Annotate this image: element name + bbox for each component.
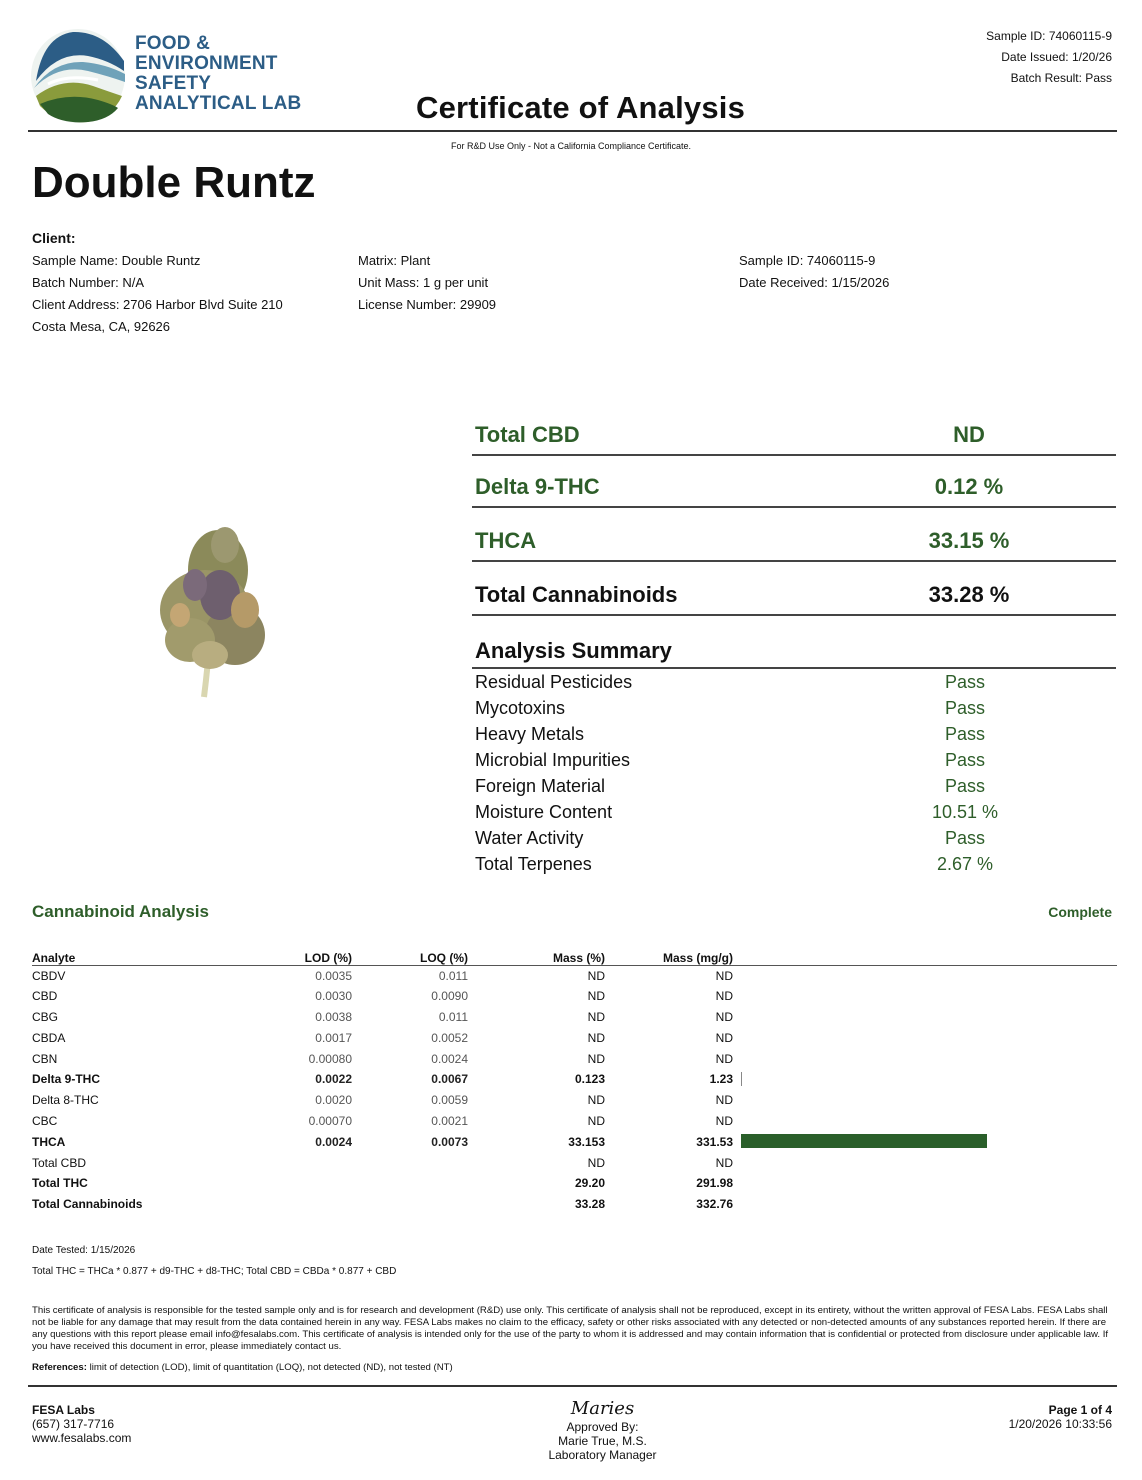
footer-page-block (1009, 1403, 1112, 1431)
lod-cell: 0.0022 (315, 1072, 352, 1087)
mass-bar (741, 1072, 742, 1086)
bar-cell (733, 1194, 1117, 1215)
analyte-cell: Total Cannabinoids (32, 1197, 143, 1212)
mass-pct-cell: ND (587, 1009, 605, 1024)
table-row (32, 1111, 1117, 1132)
references-label: References: (32, 1362, 87, 1373)
summary-row (475, 672, 1035, 698)
logo-line-2: ENVIRONMENT (135, 53, 278, 74)
table-row (32, 1007, 1117, 1028)
date-received: Date Received: 1/15/2026 (739, 275, 890, 290)
summary-value: Pass (944, 776, 986, 796)
loq-cell: 0.0090 (431, 989, 468, 1004)
sample-info-col-3 (739, 250, 889, 294)
lab-logo (28, 26, 308, 126)
summary-row (475, 828, 1035, 854)
logo-line-4: ANALYTICAL LAB (135, 93, 302, 114)
bar-cell (733, 1007, 1117, 1028)
approved-by-label: Approved By: (566, 1420, 639, 1434)
lod-cell: 0.0024 (315, 1134, 352, 1149)
legal-disclaimer: This certificate of analysis is responsible for the tested sample only and is for research and development (R&D) use only. This certificate of analysis shall not be reproduced, except in its entirety, without the written approval of FESA Labs. FESA Labs shall not be liable for any damage that may result from the data contained herein in any way. FESA Labs makes no claim to the efficacy, safety or other risks associated with any detected or non-detected amounts of any substances reported herein. If there are any questions with this report please email info@fesalabs.com. This certificate of analysis is intended only for the use of the party to whom it is addressed and may contain information that is confidential or protected from disclosure under applicable law. If you have received this document in error, please immediately contact us. (32, 1305, 1109, 1352)
mass-bar (741, 1134, 987, 1148)
lod-cell: 0.0030 (315, 989, 352, 1004)
footer-company: FESA Labs (32, 1403, 95, 1417)
analyte-cell: Delta 9-THC (32, 1072, 101, 1087)
header-batch-result: Batch Result: Pass (1010, 71, 1112, 85)
client-label: Client: (32, 230, 76, 246)
batch-number: Batch Number: N/A (32, 275, 144, 290)
loq-cell: 0.0059 (431, 1093, 468, 1108)
summary-value: Pass (944, 750, 986, 770)
mass-mg-cell: 1.23 (709, 1072, 733, 1087)
bar-cell (733, 1090, 1117, 1111)
mass-pct-cell: 29.20 (574, 1176, 605, 1191)
analyte-cell: CBDA (32, 1030, 66, 1045)
mass-pct-cell: 0.123 (574, 1072, 605, 1087)
loq-cell: 0.0021 (431, 1113, 468, 1128)
footer-website: www.fesalabs.com (32, 1431, 132, 1445)
header-divider (28, 130, 1117, 132)
mass-pct-cell: 33.153 (568, 1134, 605, 1149)
analyte-cell: CBN (32, 1051, 58, 1066)
sample-info-col-1 (32, 250, 283, 338)
footer-approval-block (500, 1398, 705, 1462)
mass-mg-cell: ND (715, 1051, 733, 1066)
summary-row (475, 802, 1035, 828)
table-row (32, 1090, 1117, 1111)
mass-pct-cell: ND (587, 989, 605, 1004)
client-city: Costa Mesa, CA, 92626 (32, 319, 171, 334)
references (32, 1362, 453, 1374)
bar-cell (733, 1173, 1117, 1194)
col-loq: LOQ (%) (352, 946, 468, 965)
loq-cell (352, 1152, 468, 1173)
table-row (32, 1069, 1117, 1090)
col-bar (733, 946, 1117, 965)
potency-row-total-cannabinoids (472, 564, 1116, 616)
sample-id: Sample ID: 74060115-9 (739, 253, 876, 268)
analyte-cell: Delta 8-THC (32, 1093, 99, 1108)
col-mass-mg: Mass (mg/g) (605, 946, 733, 965)
table-row (32, 986, 1117, 1007)
summary-label: Foreign Material (475, 776, 606, 796)
cannabis-bud-image (150, 515, 280, 705)
potency-row-thca (472, 510, 1116, 562)
analyte-cell: THCA (32, 1134, 66, 1149)
license-number: License Number: 29909 (358, 297, 497, 312)
lod-cell: 0.00070 (308, 1113, 352, 1128)
summary-row (475, 776, 1035, 802)
summary-row (475, 698, 1035, 724)
cannabinoid-table (32, 946, 1117, 1215)
cannabinoid-analysis-title: Cannabinoid Analysis (32, 902, 209, 921)
loq-cell (352, 1194, 468, 1215)
summary-label: Water Activity (475, 828, 584, 848)
loq-cell: 0.0024 (431, 1051, 468, 1066)
footer-company-block (32, 1403, 131, 1445)
mass-mg-cell: ND (715, 968, 733, 983)
mass-pct-cell: ND (587, 1113, 605, 1128)
signature: Maries (570, 1398, 635, 1419)
mass-mg-cell: ND (715, 1113, 733, 1128)
mass-mg-cell: 332.76 (696, 1197, 733, 1212)
summary-row (475, 854, 1035, 880)
loq-cell: 0.0052 (431, 1030, 468, 1045)
bar-cell (733, 1027, 1117, 1048)
potency-label: Total Cannabinoids (475, 582, 678, 607)
summary-label: Microbial Impurities (475, 750, 631, 770)
bar-cell (733, 965, 1117, 986)
mass-pct-cell: ND (587, 1155, 605, 1170)
table-row (32, 1131, 1117, 1152)
bar-cell (733, 1152, 1117, 1173)
mass-mg-cell: ND (715, 1009, 733, 1024)
header-sample-id: Sample ID: 74060115-9 (986, 29, 1112, 43)
mass-mg-cell: ND (715, 1030, 733, 1045)
loq-cell (352, 1173, 468, 1194)
lod-cell: 0.0017 (315, 1030, 352, 1045)
analyte-cell: Total CBD (32, 1155, 87, 1170)
analysis-summary-header (472, 636, 1116, 669)
mass-mg-cell: ND (715, 1155, 733, 1170)
mass-mg-cell: ND (715, 1093, 733, 1108)
summary-value: Pass (944, 828, 986, 848)
potency-value: 33.15 % (928, 528, 1010, 553)
loq-cell: 0.011 (438, 968, 468, 983)
footer-phone: (657) 317-7716 (32, 1417, 115, 1431)
total-formula: Total THC = THCa * 0.877 + d9-THC + d8-THC; Total CBD = CBDa * 0.877 + CBD (32, 1266, 397, 1277)
date-tested: Date Tested: 1/15/2026 (32, 1245, 136, 1256)
mass-mg-cell: 291.98 (696, 1176, 733, 1191)
bar-cell (733, 1131, 1117, 1152)
loq-cell: 0.011 (438, 1009, 468, 1024)
matrix: Matrix: Plant (358, 253, 431, 268)
page-number: Page 1 of 4 (1048, 1403, 1112, 1417)
analyte-cell: Total THC (32, 1176, 88, 1191)
analyte-cell: CBD (32, 989, 58, 1004)
summary-row (475, 724, 1035, 750)
summary-label: Residual Pesticides (475, 672, 633, 692)
loq-cell: 0.0073 (431, 1134, 468, 1149)
col-lod: LOD (%) (232, 946, 352, 965)
cannabinoid-status: Complete (1048, 904, 1112, 920)
logo-line-1: FOOD & (135, 33, 211, 54)
analyte-cell: CBC (32, 1113, 58, 1128)
lod-cell: 0.0020 (315, 1093, 352, 1108)
footer-divider (28, 1385, 1117, 1387)
table-row (32, 1173, 1117, 1194)
mass-pct-cell: ND (587, 968, 605, 983)
sample-name: Sample Name: Double Runtz (32, 253, 201, 268)
footer-timestamp: 1/20/2026 10:33:56 (1008, 1417, 1112, 1431)
summary-value: 2.67 % (936, 854, 994, 874)
sample-info-col-2 (358, 250, 496, 316)
loq-cell: 0.0067 (431, 1072, 468, 1087)
client-address: Client Address: 2706 Harbor Blvd Suite 210 (32, 297, 283, 312)
potency-label: Total CBD (475, 422, 580, 447)
col-analyte: Analyte (32, 946, 232, 965)
mass-pct-cell: ND (587, 1093, 605, 1108)
table-row (32, 1048, 1117, 1069)
lod-cell: 0.00080 (308, 1051, 352, 1066)
rnd-disclaimer: For R&D Use Only - Not a California Compliance Certificate. (450, 141, 692, 151)
summary-label: Heavy Metals (475, 724, 585, 744)
document-title: Certificate of Analysis (416, 90, 746, 125)
lod-cell: 0.0035 (315, 968, 352, 983)
potency-value: 33.28 % (928, 582, 1010, 607)
summary-label: Total Terpenes (475, 854, 592, 874)
potency-label: THCA (475, 528, 537, 553)
table-header-row (32, 946, 1117, 965)
bar-cell (733, 1048, 1117, 1069)
potency-value: 0.12 % (934, 474, 1004, 499)
bar-cell (733, 1069, 1117, 1090)
summary-label: Mycotoxins (475, 698, 566, 718)
summary-value: Pass (944, 724, 986, 744)
analysis-summary-title: Analysis Summary (475, 638, 672, 663)
summary-row (475, 750, 1035, 776)
logo-line-3: SAFETY (135, 73, 212, 94)
header-meta (986, 26, 1112, 89)
mass-pct-cell: ND (587, 1051, 605, 1066)
potency-label: Delta 9-THC (475, 474, 600, 499)
table-row (32, 1152, 1117, 1173)
potency-row-total-cbd (472, 404, 1116, 456)
table-row (32, 965, 1117, 986)
analyte-cell: CBG (32, 1009, 59, 1024)
col-mass-pct: Mass (%) (468, 946, 605, 965)
bar-cell (733, 1111, 1117, 1132)
lod-cell (232, 1152, 352, 1173)
table-row (32, 1194, 1117, 1215)
potency-value: ND (953, 422, 985, 447)
mass-pct-cell: ND (587, 1030, 605, 1045)
lod-cell: 0.0038 (315, 1009, 352, 1024)
summary-value: 10.51 % (931, 802, 999, 822)
summary-value: Pass (944, 698, 986, 718)
logo-emblem-icon (28, 26, 128, 126)
mass-mg-cell: ND (715, 989, 733, 1004)
references-text: limit of detection (LOD), limit of quantitation (LOQ), not detected (ND), not tested (NT) (89, 1362, 453, 1373)
table-row (32, 1027, 1117, 1048)
summary-label: Moisture Content (475, 802, 613, 822)
lod-cell (232, 1194, 352, 1215)
header-date-issued: Date Issued: 1/20/26 (1001, 50, 1112, 64)
summary-value: Pass (944, 672, 986, 692)
approver-name: Marie True, M.S. (558, 1434, 647, 1448)
analyte-cell: CBDV (32, 968, 66, 983)
bar-cell (733, 986, 1117, 1007)
product-name: Double Runtz (32, 158, 316, 207)
unit-mass: Unit Mass: 1 g per unit (358, 275, 489, 290)
mass-pct-cell: 33.28 (574, 1197, 605, 1212)
lod-cell (232, 1173, 352, 1194)
approver-title: Laboratory Manager (548, 1448, 657, 1462)
potency-row-delta9 (472, 456, 1116, 508)
mass-mg-cell: 331.53 (696, 1134, 733, 1149)
